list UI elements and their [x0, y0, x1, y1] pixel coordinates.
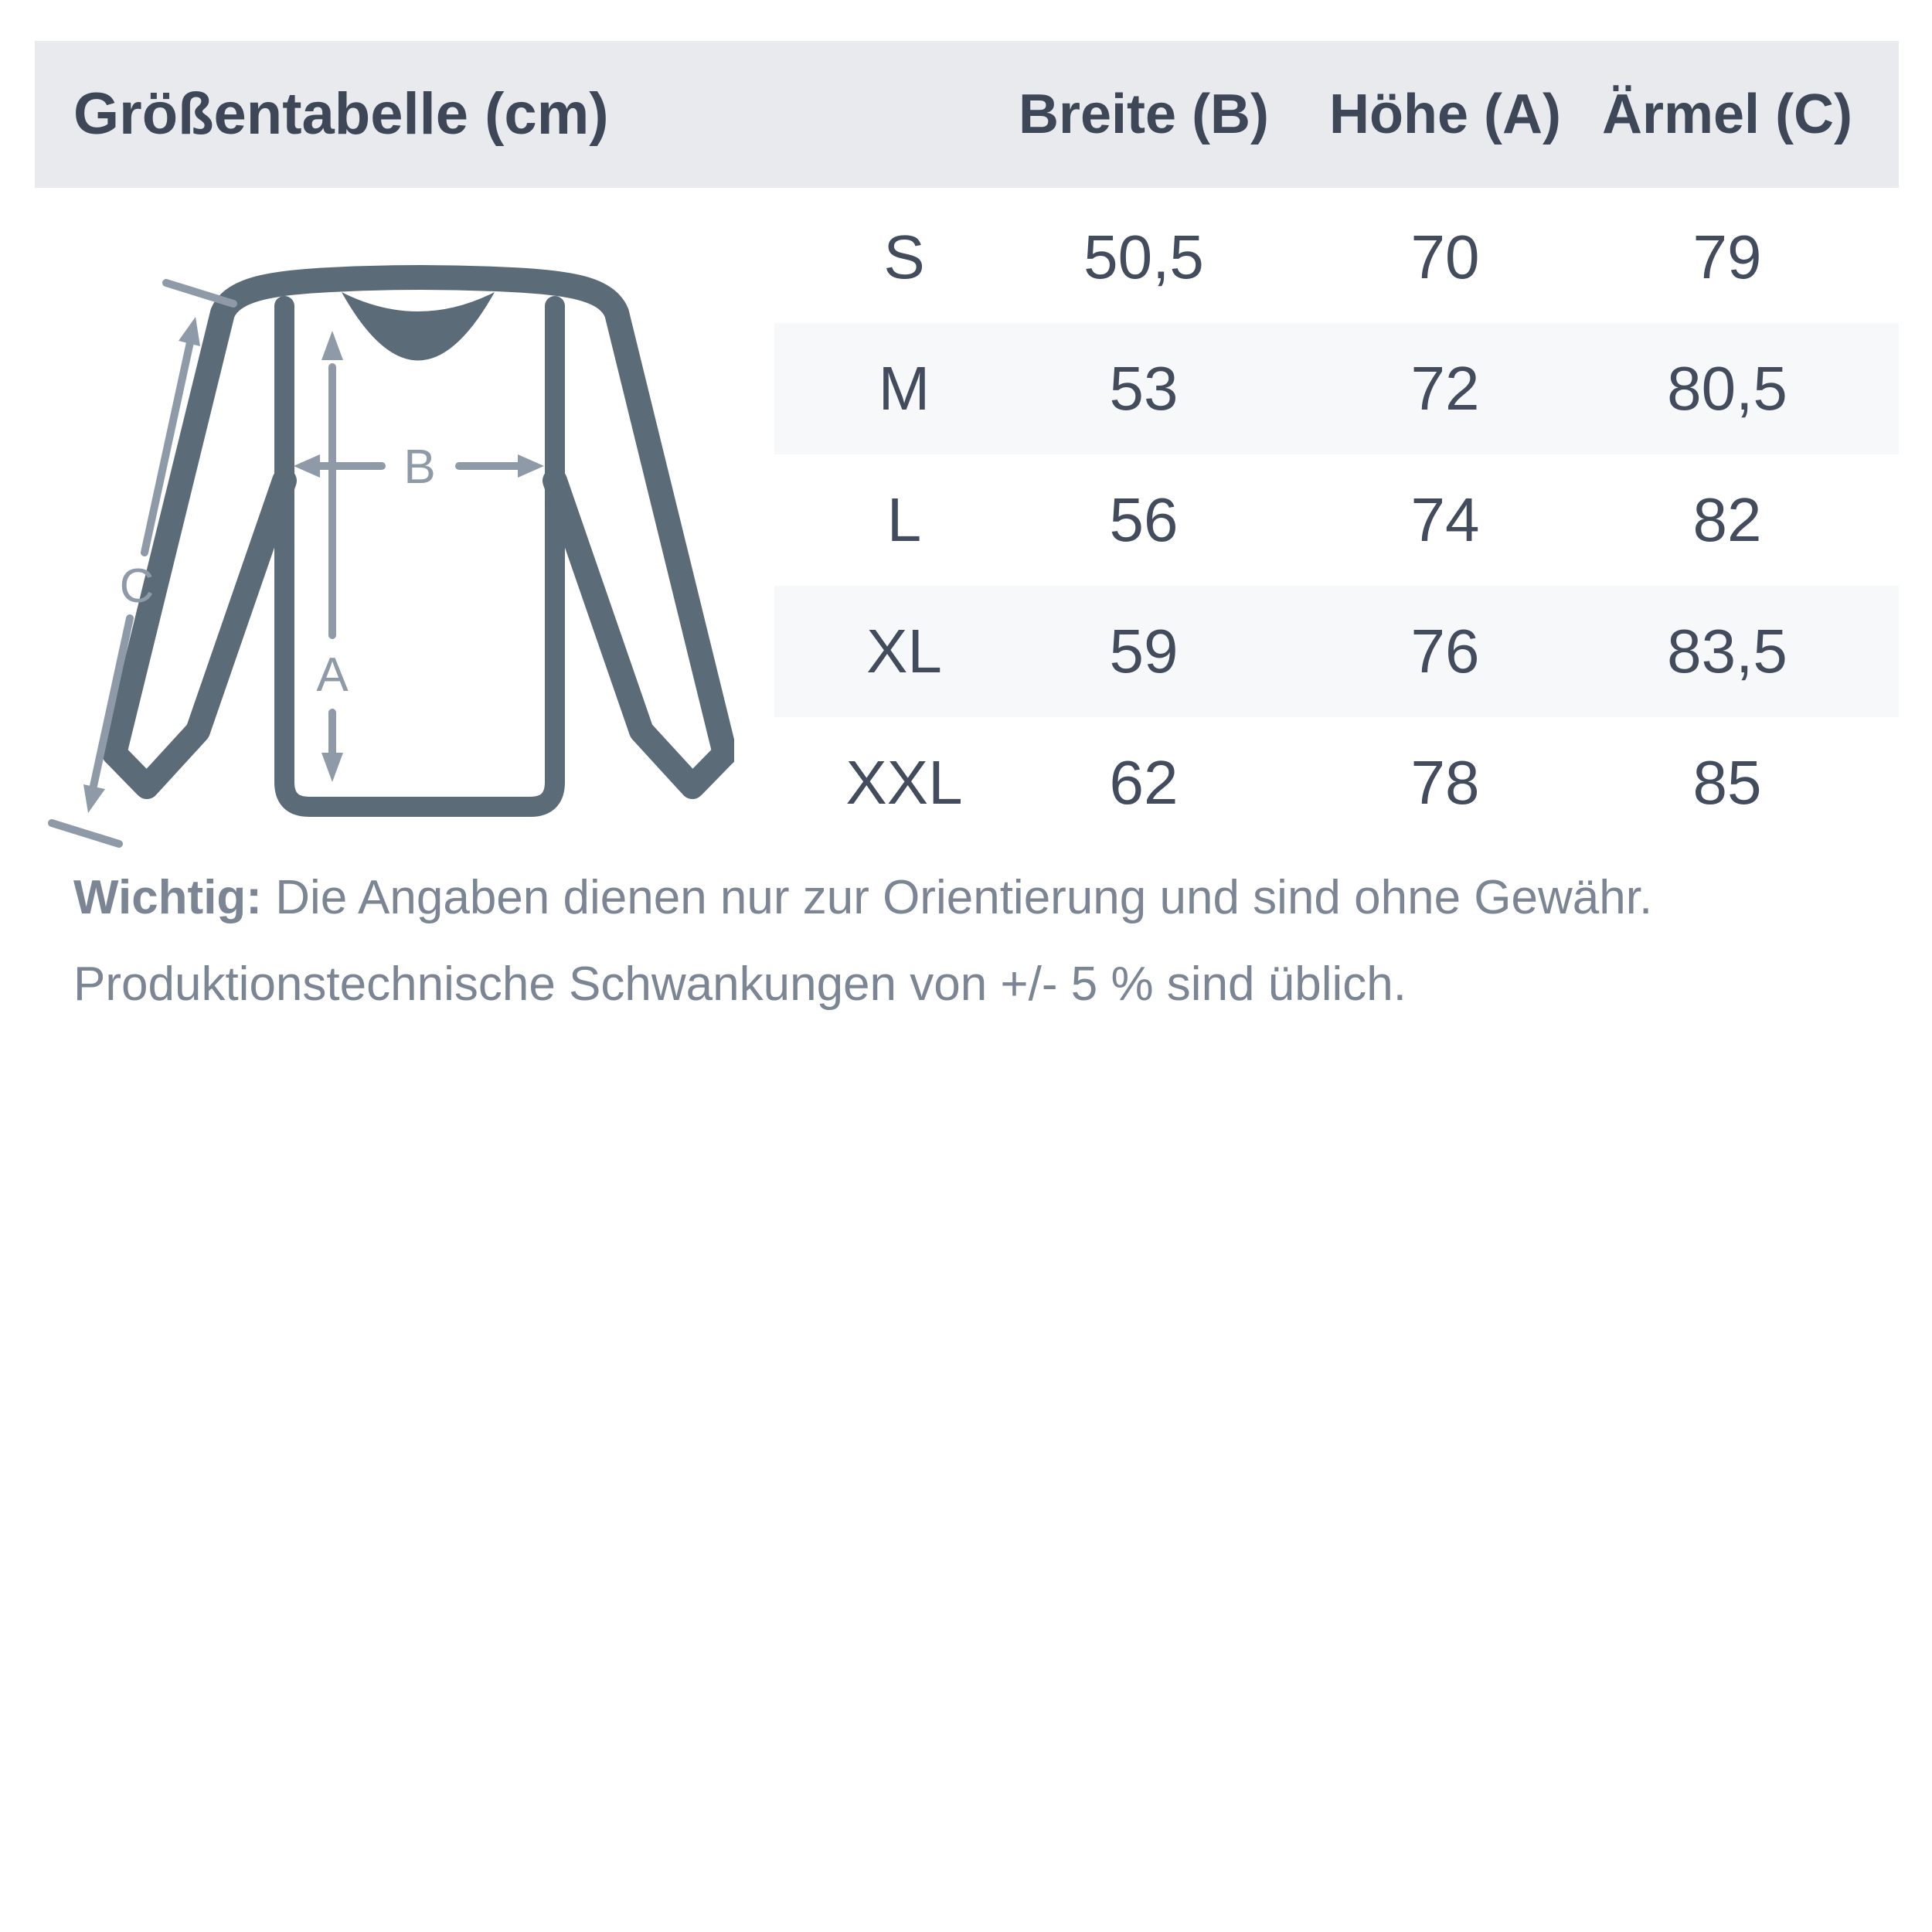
- label-b: B: [403, 440, 436, 494]
- hoehe-value: 74: [1410, 485, 1480, 554]
- arrow-b-head-right: [518, 454, 544, 478]
- sweater-measurement-diagram: [39, 209, 734, 850]
- column-header-breite: Breite (B): [1018, 83, 1270, 145]
- breite-value: 50,5: [1083, 223, 1204, 291]
- size-label: XL: [866, 617, 942, 685]
- table-row-s: [774, 192, 1899, 323]
- size-label: M: [878, 354, 930, 423]
- sweater-torso: [284, 306, 555, 807]
- aermel-value: 83,5: [1667, 617, 1787, 685]
- aermel-value: 82: [1692, 485, 1762, 554]
- disclaimer-text-1: Die Angaben dienen nur zur Orientierung und sind ohne Gewähr.: [275, 871, 1653, 924]
- table-header-bar: [35, 41, 1899, 188]
- breite-value: 59: [1109, 617, 1179, 685]
- hoehe-value: 72: [1410, 354, 1480, 423]
- arrow-c-head-down: [83, 784, 105, 813]
- table-row-l: [774, 454, 1899, 586]
- table-row-m: [774, 323, 1899, 454]
- breite-value: 53: [1109, 354, 1179, 423]
- breite-value: 62: [1109, 748, 1179, 817]
- column-header-hoehe: Höhe (A): [1329, 83, 1561, 145]
- size-label: L: [886, 485, 922, 554]
- aermel-value: 79: [1692, 223, 1762, 291]
- size-label: S: [883, 223, 925, 291]
- arrow-a-head-down: [321, 753, 343, 782]
- label-c: C: [119, 560, 155, 613]
- hoehe-value: 78: [1410, 748, 1480, 817]
- table-row-xxl: [774, 717, 1899, 849]
- disclaimer-line-1: [73, 855, 1874, 941]
- aermel-value: 80,5: [1667, 354, 1787, 423]
- arrow-b-head-left: [294, 454, 320, 478]
- hoehe-value: 70: [1410, 223, 1480, 291]
- table-row-xl: [774, 586, 1899, 717]
- disclaimer-note: [73, 855, 1874, 1028]
- hoehe-value: 76: [1410, 617, 1480, 685]
- arrow-c-head-up: [179, 317, 200, 346]
- disclaimer-line-2: Produktionstechnische Schwankungen von +/- 5 % sind üblich.: [73, 957, 1406, 1011]
- page-title: Größentabelle (cm): [73, 81, 609, 147]
- disclaimer-lead: Wichtig:: [73, 871, 262, 924]
- sweater-collar: [342, 292, 495, 361]
- label-a: A: [316, 648, 349, 702]
- breite-value: 56: [1109, 485, 1179, 554]
- aermel-value: 85: [1692, 748, 1762, 817]
- column-header-aermel: Ärmel (C): [1601, 83, 1853, 145]
- arrow-a-head-up: [321, 331, 343, 360]
- size-label: XXL: [845, 748, 963, 817]
